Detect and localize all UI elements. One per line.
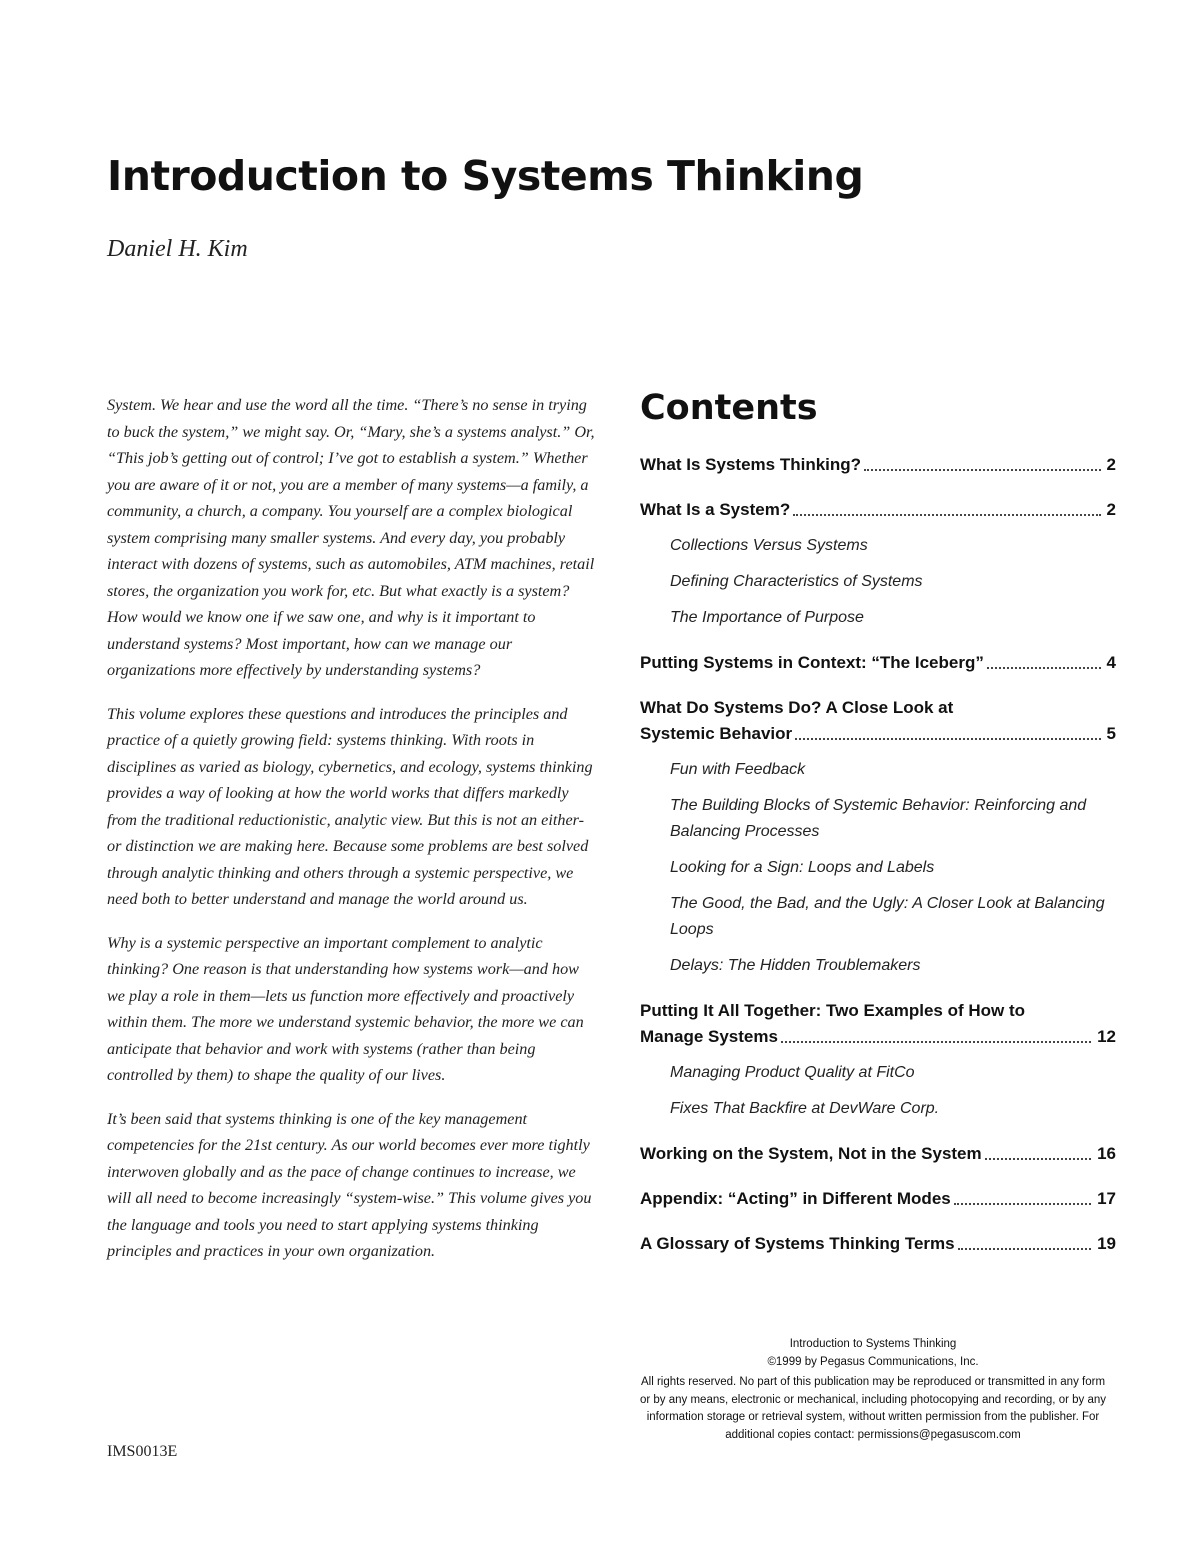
toc-entry[interactable] — [640, 650, 1116, 676]
copyright-footer — [638, 1335, 1108, 1444]
intro-paragraph: Why is a systemic perspective an important complement to analytic thinking? One reason is that understanding how systems work—and how we play a role in them—lets us function more effectively and proactively within them. The more we understand systemic behavior, the more we can anticipate that behavior and work with systems (rather than being controlled by them) to shape the quality of our lives. — [107, 933, 584, 1084]
toc-section — [640, 497, 1116, 631]
toc-section — [640, 1141, 1116, 1167]
toc-subentry[interactable]: The Good, the Bad, and the Ugly: A Closer Look at Balancing Loops — [670, 895, 1105, 938]
toc-subentry[interactable]: Looking for a Sign: Loops and Labels — [670, 859, 935, 876]
toc-page-number: 2 — [1106, 500, 1116, 519]
toc-entry-title: Putting Systems in Context: “The Iceberg” — [640, 653, 984, 672]
toc-entry[interactable] — [640, 1231, 1116, 1257]
intro-paragraph: This volume explores these questions and introduces the principles and practice of a quietly growing field: systems thinking. With roots in disciplines as varied as biology, cybernetics, and ecology, systems thinking provides a way of looking at how the world works that differs markedly from the traditional reductionistic, analytic view. But this is not an either-or distinction we are making here. Because some problems are best solved through analytic thinking and others through a systemic perspective, we need both to better understand and manage the world around us. — [107, 704, 593, 908]
toc-entry-title-line[interactable]: Putting It All Together: Two Examples of How to — [640, 1001, 1026, 1020]
toc-page-number: 19 — [1097, 1234, 1116, 1253]
toc-leader-dots — [958, 1248, 1091, 1250]
footer-copyright: ©1999 by Pegasus Communications, Inc. — [767, 1356, 979, 1368]
toc-entry-title: Working on the System, Not in the System — [640, 1144, 982, 1163]
author-name: Daniel H. Kim — [107, 236, 248, 262]
toc-entry[interactable] — [640, 497, 1116, 523]
toc-leader-dots — [985, 1158, 1091, 1160]
toc-leader-dots — [864, 469, 1100, 471]
toc-page-number: 5 — [1106, 724, 1116, 743]
toc-subentry[interactable]: Delays: The Hidden Troublemakers — [670, 957, 921, 974]
toc-entry-title: What Is a System? — [640, 500, 791, 519]
toc-entry-title: Systemic Behavior — [640, 724, 793, 743]
toc-section — [640, 1186, 1116, 1212]
toc-entry-title: Appendix: “Acting” in Different Modes — [640, 1189, 951, 1208]
toc-leader-dots — [793, 514, 1100, 516]
toc-leader-dots — [954, 1203, 1091, 1205]
toc-entry[interactable] — [640, 1186, 1116, 1212]
toc-section — [640, 998, 1116, 1122]
document-title: Introduction to Systems Thinking — [107, 152, 864, 200]
toc-entry-title: A Glossary of Systems Thinking Terms — [640, 1234, 955, 1253]
toc-subentry[interactable]: Managing Product Quality at FitCo — [670, 1064, 915, 1081]
toc-page-number: 4 — [1106, 653, 1116, 672]
toc-subentry[interactable]: The Importance of Purpose — [670, 609, 864, 626]
toc-page-number: 2 — [1106, 455, 1116, 474]
toc-leader-dots — [795, 738, 1100, 740]
toc-entry-title: Manage Systems — [640, 1027, 778, 1046]
toc-subentry[interactable]: Fun with Feedback — [670, 761, 806, 778]
toc-entry[interactable] — [640, 721, 1116, 747]
toc-subentry[interactable]: The Building Blocks of Systemic Behavior: Reinforcing and Balancing Processes — [670, 797, 1087, 840]
intro-text — [107, 392, 597, 1282]
footer-rights: All rights reserved. No part of this publication may be reproduced or transmitted in any form or by any means, electronic or mechanical, including photocopying and recording, or by any information storage or retrieval system, without written permission from the publisher. For additional copies contact: permissions@pegasuscom.com — [639, 1376, 1106, 1441]
toc-entry-title: What Is Systems Thinking? — [640, 455, 862, 474]
intro-paragraph: System. We hear and use the word all the time. “There’s no sense in trying to buck the system,” we might say. Or, “Mary, she’s a systems analyst.” Or, “This job’s getting out of control; I’ve got to establish a system.” Whether you are aware of it or not, you are a member of many systems—a family, a community, a church, a company. You yourself are a complex biological system comprising many smaller systems. And every day, you probably interact with dozens of systems, such as automobiles, ATM machines, retail stores, the organization you work for, etc. But what exactly is a system? How would we know one if we saw one, and why is it important to understand systems? Most important, how can we manage our organizations more effectively by understanding systems? — [107, 396, 595, 679]
toc-page-number: 17 — [1097, 1189, 1116, 1208]
toc-section — [640, 650, 1116, 676]
contents-heading: Contents — [640, 388, 818, 428]
table-of-contents — [640, 452, 1116, 1276]
toc-entry[interactable] — [640, 1024, 1116, 1050]
toc-section — [640, 695, 1116, 979]
toc-section — [640, 452, 1116, 478]
toc-leader-dots — [781, 1041, 1091, 1043]
toc-entry[interactable] — [640, 452, 1116, 478]
intro-paragraph: It’s been said that systems thinking is one of the key management competencies for the 21st century. As our world becomes ever more tightly interwoven globally and as the pace of change continues to increase, we will all need to become increasingly “system-wise.” This volume gives you the language and tools you need to start applying systems thinking principles and practices in your own organization. — [107, 1109, 592, 1260]
toc-leader-dots — [987, 667, 1101, 669]
toc-page-number: 12 — [1097, 1027, 1116, 1046]
toc-subentry[interactable]: Collections Versus Systems — [670, 537, 868, 554]
toc-entry-title-line[interactable]: What Do Systems Do? A Close Look at — [640, 698, 954, 717]
document-code: IMS0013E — [107, 1443, 178, 1460]
toc-section — [640, 1231, 1116, 1257]
toc-subentry[interactable]: Defining Characteristics of Systems — [670, 573, 923, 590]
footer-book-title: Introduction to Systems Thinking — [789, 1338, 957, 1350]
toc-entry[interactable] — [640, 1141, 1116, 1167]
toc-page-number: 16 — [1097, 1144, 1116, 1163]
toc-subentry[interactable]: Fixes That Backfire at DevWare Corp. — [670, 1100, 940, 1117]
